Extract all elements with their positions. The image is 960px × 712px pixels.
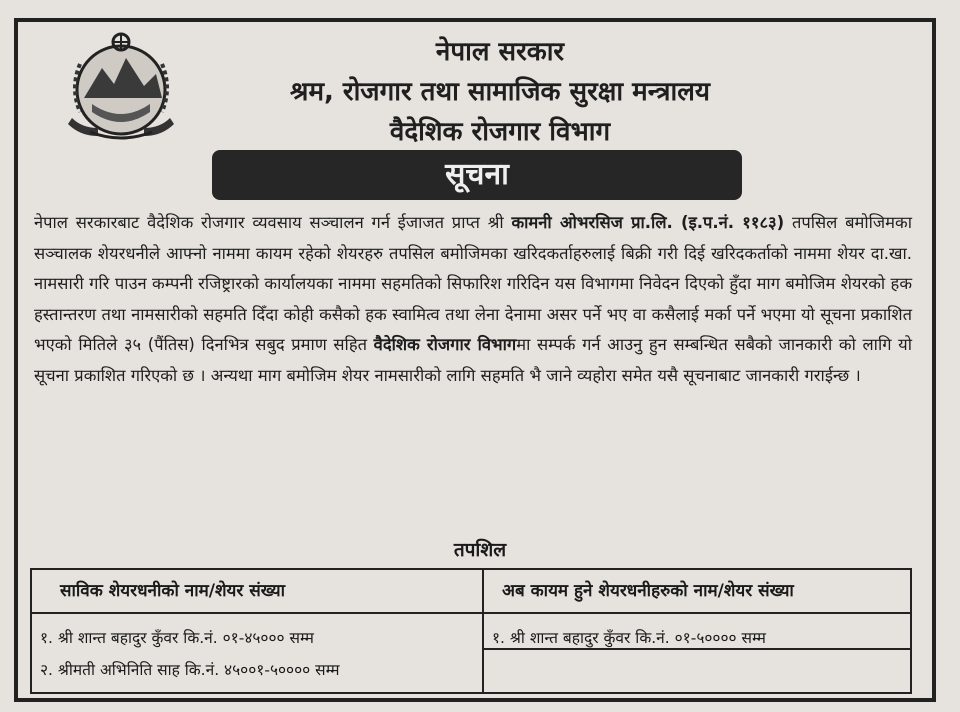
table-header-new-shareholders: अब कायम हुने शेयरधनीहरुको नाम/शेयर संख्या bbox=[502, 581, 794, 601]
shareholder-table bbox=[30, 568, 912, 694]
department-name: वैदेशिक रोजगार विभाग bbox=[373, 335, 517, 354]
schedule-heading: तपशिल bbox=[453, 539, 507, 561]
header-department: वैदेशिक रोजगार विभाग bbox=[389, 117, 611, 147]
header-government: नेपाल सरकार bbox=[435, 37, 565, 67]
table-row: १. श्री शान्त बहादुर कुँवर कि.नं. ०१-५०००० सम्म bbox=[492, 629, 766, 647]
header-ministry: श्रम, रोजगार तथा सामाजिक सुरक्षा मन्त्रालय bbox=[290, 77, 710, 107]
table-row: १. श्री शान्त बहादुर कुँवर कि.नं. ०१-४५००० सम्म bbox=[40, 629, 314, 647]
notice-title-banner: सूचना bbox=[212, 150, 742, 200]
table-row: २. श्रीमती अभिनिति साह कि.नं. ४५००१-५०००० सम्म bbox=[40, 661, 340, 679]
nepal-government-emblem-icon bbox=[62, 28, 180, 146]
notice-body bbox=[34, 208, 912, 391]
company-name: कामनी ओभरसिज प्रा.लि. (इ.प.नं. ११८३) bbox=[511, 213, 785, 232]
notice-text-start: नेपाल सरकारबाट वैदेशिक रोजगार व्यवसाय सञ्चालन गर्न ईजाजत प्राप्त श्री bbox=[34, 213, 512, 232]
notice-text-end: मा सम्पर्क गर्न आउनु हुन सम्बन्धित सबैको जानकारी को लागि यो सूचना प्रकाशित गरिएको छ । अन्यथा माग बमोजिम शेयर नामसारीको लागि सहमति भै जाने व्यहोरा समेत यसै सूचनाबाट जानकारी गराईन्छ । bbox=[34, 335, 912, 385]
notice-text-middle: तपसिल बमोजिमका सञ्चालक शेयरधनीले आफ्नो नाममा कायम रहेको शेयरहरु तपसिल बमोजिमका खरिदकर्ताहरुलाई बिक्री गरी दिई खरिदकर्ताको नाममा शेयर दा.खा. नामसारी गरि पाउन कम्पनी रजिष्ट्रारको कार्यालयका नाममा सहमतिको सिफारिश गरिदिन यस विभागमा निवेदन दिएको हुँदा माग बमोजिम शेयरको हक हस्तान्तरण तथा नामसारीको सहमति दिँदा कोही कसैको हक स्वामित्व तथा लेना देनामा असर पर्ने भए वा कसैलाई मर्का पर्ने भएमा यो सूचना प्रकाशित भएको मितिले ३५ (पैंतिस) दिनभित्र सबुद प्रमाण सहित bbox=[34, 213, 912, 354]
table-header-previous-shareholders: साविक शेयरधनीको नाम/शेयर संख्या bbox=[60, 581, 285, 601]
